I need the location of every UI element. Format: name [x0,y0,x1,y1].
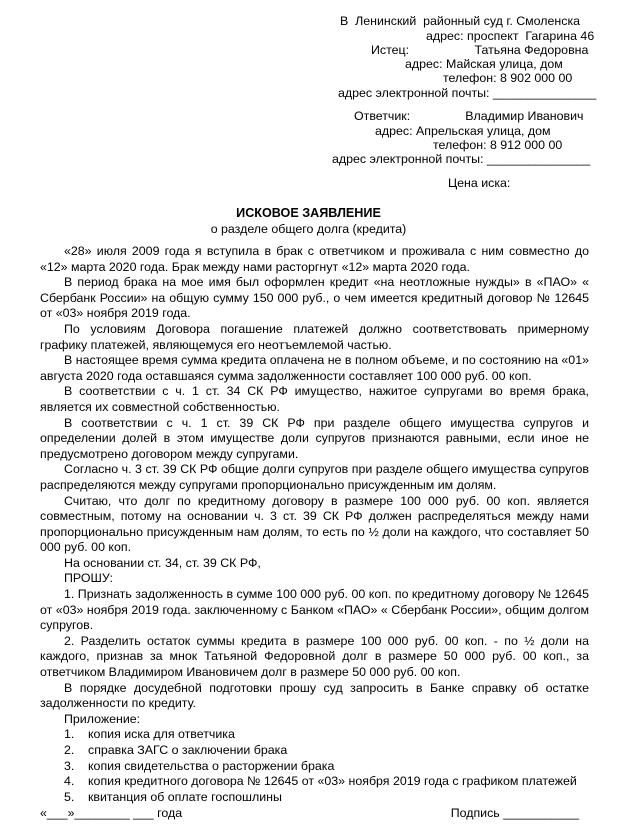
plaintiff-phone: телефон: 8 902 000 00 [443,71,573,85]
document-body [40,244,589,805]
paragraph: На основании ст. 34, ст. 39 СК РФ, [64,555,261,570]
date-line: «___»________ ___ года [40,806,183,820]
list-number: 4. [64,774,75,789]
list-number: 1. [64,727,75,742]
paragraph: Согласно ч. 3 ст. 39 СК РФ общие долги супругов при разделе общего имущества супругов распределяются между супругами пропорционально присужденным им долям. [40,462,589,492]
list-text: копия иска для ответчика [88,727,235,742]
attachments-list [40,727,589,805]
paragraph: В соответствии с ч. 1 ст. 39 СК РФ при разделе общего имущества супругов и определении долей в этом имуществе доли супругов признаются равными, если иное не предусмотрено договором между супругами. [40,415,589,461]
list-number: 2. [64,743,75,757]
list-item [40,727,589,743]
list-item [40,790,589,806]
defendant-address: адрес: Апрельская улица, дом [375,124,551,138]
request-item: 2. Разделить остаток суммы кредита в размере 100 000 руб. 00 коп. - по ½ доли на каждого, признав за мнок Татьяной Федоровной долг в размере 50 000 руб. 00 коп., за ответчиком Владимиром Ивановичем долг в размере 50 000 руб. 00 коп. [40,633,589,680]
list-text: копия кредитного договора № 12645 от «03» ноября 2019 года с графиком платежей [88,774,577,789]
court-address: адрес: проспект Гагарина 46 [426,29,595,43]
list-text: справка ЗАГС о заключении брака [88,743,288,757]
list-number: 3. [64,758,75,773]
paragraph: В соответствии с ч. 1 ст. 34 СК РФ имущество, нажитое супругами во время брака, является их совместной собственностью. [40,384,589,414]
court-name: В Ленинский районный суд г. Смоленска [340,14,581,28]
defendant-phone: телефон: 8 912 000 00 [433,138,563,152]
list-item [40,759,589,775]
list-number: 5. [64,789,75,804]
defendant-email: адрес электронной почты: _______________ [332,152,591,166]
document-title: ИСКОВОЕ ЗАЯВЛЕНИЕ [236,206,381,220]
list-item [40,774,589,790]
paragraph: В настоящее время сумма кредита оплачена не в полном объеме, и по состоянию на «01» августа 2020 года оставшаяся сумма задолженности составляет 100 000 руб. 00 коп. [40,353,589,383]
list-text: копия свидетельства о расторжении брака [88,758,335,773]
attachments-heading: Приложение: [64,711,141,726]
paragraph: «28» июля 2009 года я вступила в брак с ответчиком и проживала с ним совместно до «12» марта 2020 года. Брак между нами расторгнут «12» марта 2020 года. [40,244,589,274]
request-item: 1. Признать задолженность в сумме 100 000 руб. 00 коп. по кредитному договору № 12645 от «03» ноября 2019 года. заключенному с Банком «ПАО» « Сбербанк России», общим долгом супругов. [40,587,589,633]
document-subtitle: о разделе общего долга (кредита) [210,222,407,236]
plaintiff-name: Истец: Татьяна Федоровна [371,43,589,57]
list-item [40,743,589,759]
plaintiff-address: адрес: Майская улица, дом [405,57,563,71]
signature-line: Подпись ___________ [450,806,579,820]
list-text: квитанция об оплате госпошлины [88,789,282,804]
defendant-name: Ответчик: Владимир Иванович [354,109,584,123]
claim-price: Цена иска: [448,176,511,190]
request-heading: ПРОШУ: [64,571,113,586]
paragraph: В период брака на мое имя был оформлен кредит «на неотложные нужды» в «ПАО» « Сбербанк России» на общую сумму 150 000 руб., о чем имеется кредитный договор № 12645 от «03» ноября 2019 года. [40,275,589,321]
paragraph: По условиям Договора погашение платежей должно соответствовать примерному графику платежей, являющемуся его неотъемлемой частью. [40,321,589,352]
paragraph: В порядке досудебной подготовки прошу суд запросить в Банке справку об остатке задолженности по кредиту. [40,680,589,711]
plaintiff-email: адрес электронной почты: _______________ [338,86,597,100]
paragraph: Считаю, что долг по кредитному договору в размере 100 000 руб. 00 коп. является совместным, потому на основании ч. 3 ст. 39 СК РФ должен распределяться между нами пропорционально присужденным нам долям, то есть по ½ доли на каждого, что составляет 50 000 руб. 00 коп. [40,493,589,555]
